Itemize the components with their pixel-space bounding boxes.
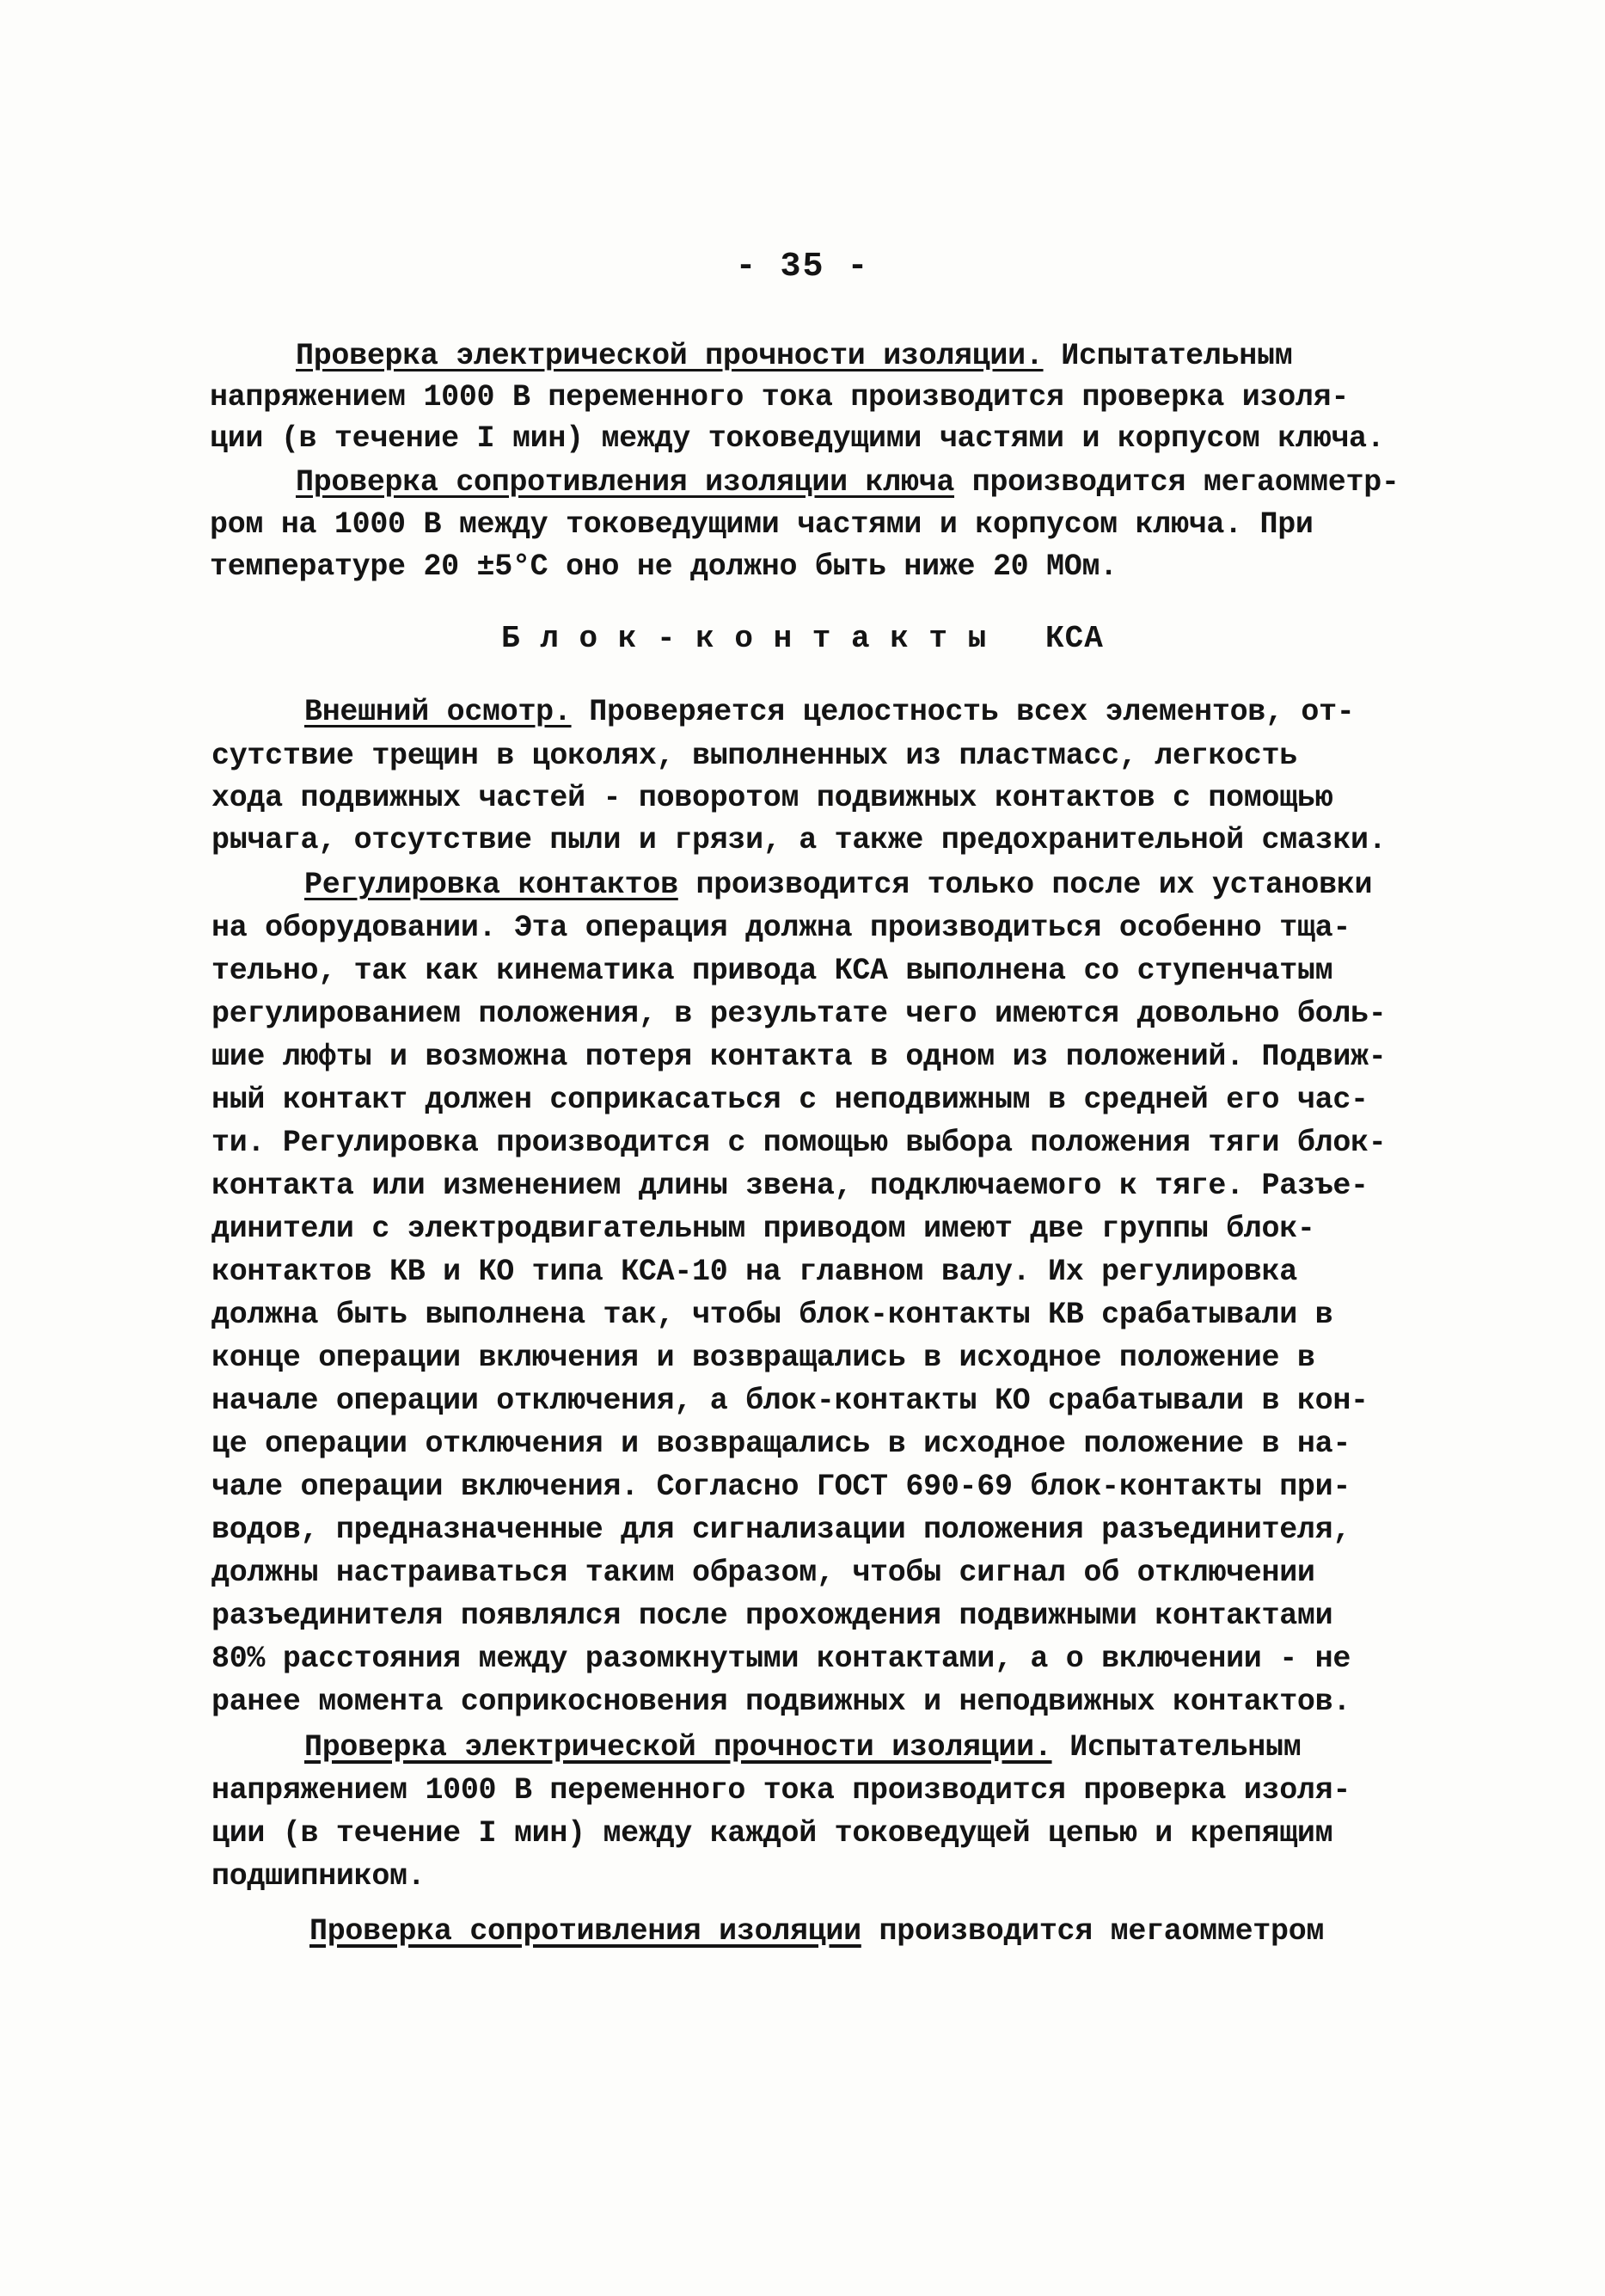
s2-p2-line: ранее момента соприкосновения подвижных и неподвижных контактов.: [211, 1685, 1351, 1719]
s1-p1-heading: Проверка электрической прочности изоляции.: [296, 339, 1044, 373]
s2-p2-line: должна быть выполнена так, чтобы блок-контакты КВ срабатывали в: [211, 1298, 1333, 1332]
page-number: - 35 -: [735, 248, 870, 286]
s1-p1-line-1: [296, 334, 1292, 378]
s2-p2-line: шие люфты и возможна потеря контакта в одном из положений. Подвиж-: [211, 1040, 1387, 1074]
s2-p3-line: подшипником.: [211, 1859, 426, 1894]
s2-p2-line: динители с электродвигательным приводом имеют две группы блок-: [211, 1212, 1315, 1246]
s2-p1-heading: Внешний осмотр.: [304, 695, 572, 729]
s1-p2-heading: Проверка сопротивления изоляции ключа: [296, 465, 955, 500]
s2-p2-heading: Регулировка контактов: [304, 868, 678, 902]
s2-p2-line: начале операции отключения, а блок-контакты КО срабатывали в кон-: [211, 1384, 1369, 1418]
s2-p3-line: ции (в течение I мин) между каждой токоведущей цепью и крепящим: [211, 1816, 1333, 1851]
s2-p2-line: тельно, так как кинематика привода КСА выполнена со ступенчатым: [211, 954, 1333, 988]
s2-p2-text-1: производится только после их установки: [677, 868, 1373, 902]
s2-p1-line: рычага, отсутствие пыли и грязи, а также предохранительной смазки.: [211, 823, 1387, 857]
s1-p1-line-2: напряжением 1000 В переменного тока производится проверка изоля-: [210, 380, 1350, 414]
section-title: Б л о к - к о н т а к т ы КСА: [501, 621, 1104, 656]
s2-p1-text-1: Проверяется целостность всех элементов, от-: [571, 695, 1355, 729]
s2-p1-line: хода подвижных частей - поворотом подвижных контактов с помощью: [211, 781, 1333, 815]
s1-p1-text-1: Испытательным: [1043, 339, 1293, 373]
s2-p4-heading: Проверка сопротивления изоляции: [309, 1914, 861, 1949]
s2-p2-line: 80% расстояния между разомкнутыми контактами, а о включении - не: [211, 1642, 1351, 1676]
s2-p2-line-1: [304, 863, 1372, 907]
s2-p1-line: сутствие трещин в цоколях, выполненных из пластмасс, легкость: [211, 739, 1297, 773]
s2-p4-line-1: [309, 1909, 1324, 1954]
s2-p3-line-1: [304, 1725, 1301, 1770]
s2-p2-line: регулированием положения, в результате чего имеются довольно боль-: [211, 997, 1387, 1031]
s2-p4-text-1: производится мегаомметром: [861, 1914, 1325, 1949]
s2-p2-line: чале операции включения. Согласно ГОСТ 690-69 блок-контакты при-: [211, 1470, 1351, 1504]
s2-p3-text-1: Испытательным: [1051, 1730, 1302, 1765]
s2-p2-line: конце операции включения и возвращались в исходное положение в: [211, 1341, 1315, 1375]
s2-p2-line: на оборудовании. Эта операция должна производиться особенно тща-: [211, 911, 1351, 945]
s1-p2-line-2: ром на 1000 В между токоведущими частями и корпусом ключа. При: [210, 507, 1314, 542]
s1-p2-line-3: температуре 20 ±5°С оно не должно быть ниже 20 МОм.: [210, 549, 1118, 584]
s2-p2-line: ный контакт должен соприкасаться с неподвижным в средней его час-: [211, 1083, 1369, 1117]
s2-p2-line: ти. Регулировка производится с помощью выбора положения тяги блок-: [211, 1126, 1387, 1160]
s2-p2-line: це операции отключения и возвращались в исходное положение в на-: [211, 1427, 1351, 1461]
s1-p2-text-1: производится мегаомметр-: [954, 465, 1400, 500]
s2-p1-line-1: [304, 690, 1355, 734]
s2-p2-line: должны настраиваться таким образом, чтобы сигнал об отключении: [211, 1556, 1315, 1590]
s2-p2-line: разъединителя появлялся после прохождения подвижными контактами: [211, 1599, 1333, 1633]
s2-p3-heading: Проверка электрической прочности изоляции.: [304, 1730, 1052, 1765]
s2-p3-line: напряжением 1000 В переменного тока производится проверка изоля-: [211, 1773, 1351, 1808]
s2-p2-line: контакта или изменением длины звена, подключаемого к тяге. Разъе-: [211, 1169, 1369, 1203]
s1-p1-line-3: ции (в течение I мин) между токоведущими частями и корпусом ключа.: [210, 421, 1385, 456]
s2-p2-line: контактов КВ и КО типа КСА-10 на главном валу. Их регулировка: [211, 1255, 1297, 1289]
s2-p2-line: водов, предназначенные для сигнализации положения разъединителя,: [211, 1513, 1351, 1547]
s1-p2-line-1: [296, 460, 1400, 505]
